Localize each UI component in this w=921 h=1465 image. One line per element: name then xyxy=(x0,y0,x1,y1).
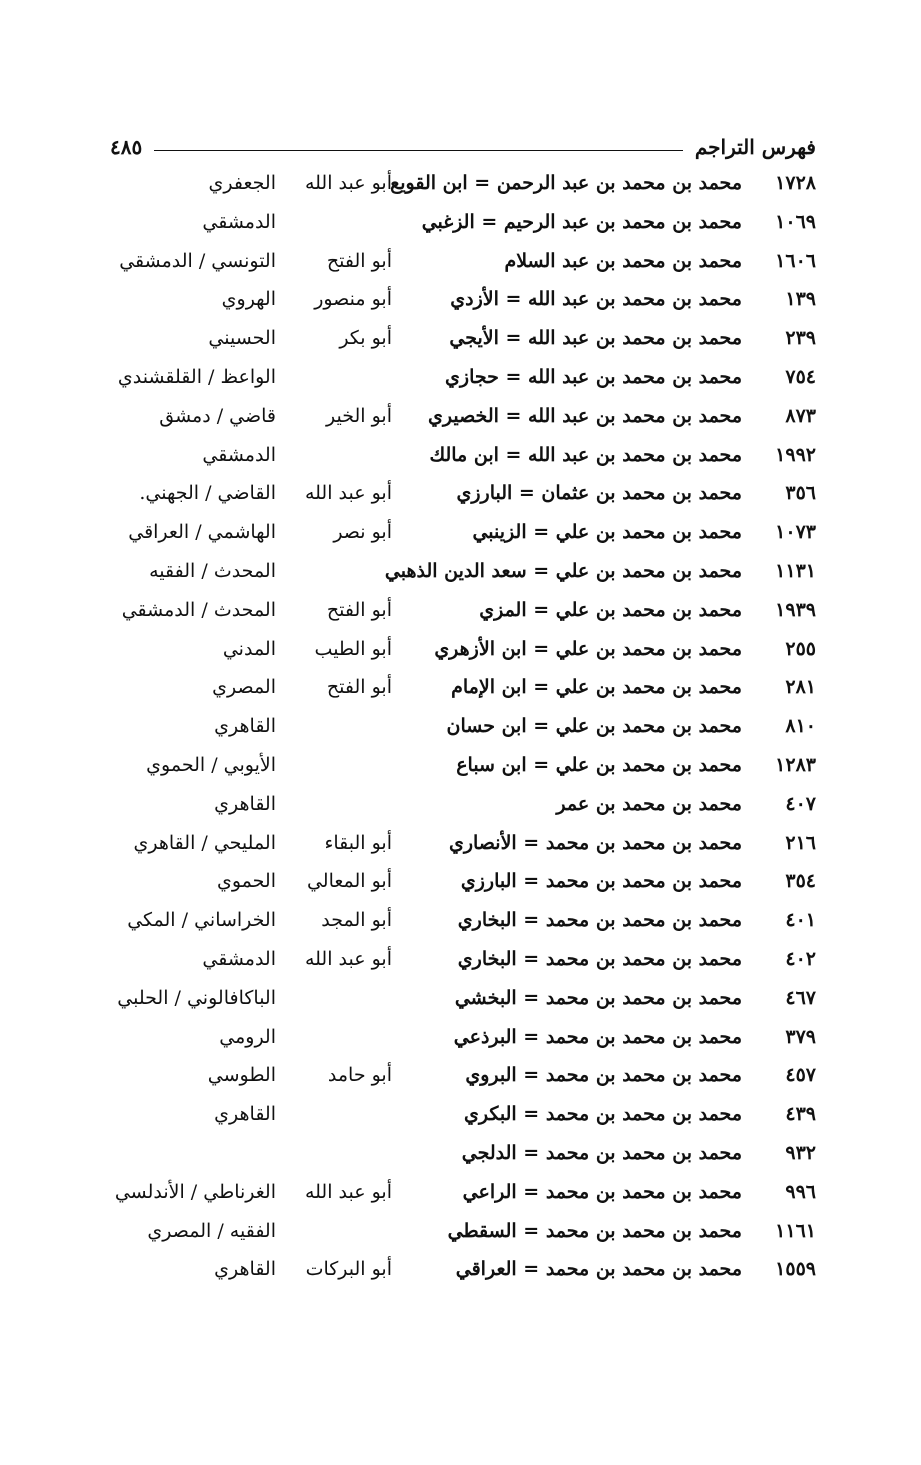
entry-number: ١٣٩ xyxy=(785,288,816,311)
index-entry xyxy=(100,436,816,475)
entry-kunya: أبو عبد الله xyxy=(304,947,392,970)
entry-kunya: أبو منصور xyxy=(314,288,392,311)
biography-index-list xyxy=(100,164,816,1289)
entry-name: محمد بن محمد بن محمد = الدلجي xyxy=(461,1141,742,1164)
entry-nisba: الواعظ / القلقشندي xyxy=(117,365,276,388)
entry-number: ٤٠٢ xyxy=(785,947,816,970)
entry-nisba: الغرناطي / الأندلسي xyxy=(114,1180,276,1203)
index-entry xyxy=(100,1250,816,1289)
entry-name: محمد بن محمد بن محمد = الراعي xyxy=(462,1180,742,1203)
entry-name: محمد بن محمد بن علي = ابن حسان xyxy=(446,715,742,738)
entry-kunya: أبو البقاء xyxy=(324,831,392,854)
entry-number: ١١٣١ xyxy=(775,559,816,582)
entry-number: ٢١٦ xyxy=(785,831,816,854)
entry-number: ٤٦٧ xyxy=(785,986,816,1009)
entry-number: ٨١٠ xyxy=(785,715,816,738)
entry-name: محمد بن محمد بن علي = ابن الإمام xyxy=(451,676,742,699)
entry-kunya: أبو الفتح xyxy=(326,249,392,272)
entry-number: ٤٥٧ xyxy=(785,1064,816,1087)
entry-name: محمد بن محمد بن علي = المزي xyxy=(479,598,742,621)
entry-number: ١٩٩٢ xyxy=(775,443,816,466)
entry-name: محمد بن محمد بن محمد = البخشي xyxy=(454,986,742,1009)
entry-nisba: القاهري xyxy=(214,1258,276,1281)
entry-name: محمد بن محمد بن عبد الله = الأزدي xyxy=(450,288,742,311)
index-entry xyxy=(100,1173,816,1212)
entry-number: ٣٥٤ xyxy=(785,870,816,893)
entry-nisba: الهروي xyxy=(221,288,276,311)
index-entry xyxy=(100,1134,816,1173)
entry-name: محمد بن محمد بن محمد = البرذعي xyxy=(453,1025,742,1048)
entry-name: محمد بن محمد بن محمد = الأنصاري xyxy=(448,831,742,854)
entry-nisba: المحدث / الفقيه xyxy=(149,559,276,582)
index-entry xyxy=(100,746,816,785)
entry-number: ٤٠١ xyxy=(785,909,816,932)
entry-number: ٤٣٩ xyxy=(785,1103,816,1126)
entry-name: محمد بن محمد بن محمد = البكري xyxy=(464,1103,742,1126)
entry-nisba: الباكافالوني / الحلبي xyxy=(117,986,276,1009)
entry-nisba: الأيوبي / الحموي xyxy=(146,753,276,776)
entry-name: محمد بن محمد بن محمد = العراقي xyxy=(455,1258,742,1281)
entry-nisba: المدني xyxy=(222,637,276,660)
entry-kunya: أبو حامد xyxy=(327,1064,392,1087)
entry-number: ١٩٣٩ xyxy=(775,598,816,621)
index-entry xyxy=(100,862,816,901)
header-rule xyxy=(154,150,683,151)
entry-number: ١١٦١ xyxy=(775,1219,816,1242)
entry-nisba: الحموي xyxy=(216,870,276,893)
index-entry xyxy=(100,358,816,397)
index-entry xyxy=(100,319,816,358)
entry-nisba: الهاشمي / العراقي xyxy=(128,521,276,544)
entry-name: محمد بن محمد بن عبد الله = حجازي xyxy=(445,365,742,388)
entry-name: محمد بن محمد بن عبد الرحمن = ابن القويع xyxy=(390,172,742,194)
index-entry xyxy=(100,1056,816,1095)
page-number: ٤٨٥ xyxy=(110,135,143,159)
entry-name: محمد بن محمد بن محمد = السقطي xyxy=(447,1219,742,1242)
entry-nisba: قاضي / دمشق xyxy=(159,404,276,427)
entry-nisba: الخراساني / المكي xyxy=(127,909,276,932)
entry-number: ٣٥٦ xyxy=(785,482,816,505)
index-entry xyxy=(100,707,816,746)
entry-nisba: الجعفري xyxy=(208,172,276,194)
entry-name: محمد بن محمد بن علي = الزينبي xyxy=(472,521,742,544)
entry-nisba: القاهري xyxy=(214,1103,276,1126)
entry-kunya: أبو البركات xyxy=(305,1258,392,1281)
entry-name: محمد بن محمد بن محمد = البارزي xyxy=(460,870,742,893)
entry-name: محمد بن محمد بن عبد الرحيم = الزغبي xyxy=(421,210,742,233)
entry-nisba: الطوسي xyxy=(207,1064,276,1087)
entry-kunya: أبو عبد الله xyxy=(304,482,392,505)
index-entry xyxy=(100,242,816,281)
index-entry xyxy=(100,474,816,513)
entry-nisba: القاضي / الجهني. xyxy=(139,482,276,505)
entry-number: ٢٣٩ xyxy=(785,327,816,350)
entry-number: ٩٣٢ xyxy=(785,1141,816,1164)
index-entry xyxy=(100,824,816,863)
index-entry xyxy=(100,901,816,940)
entry-nisba: المصري xyxy=(212,676,276,699)
entry-name: محمد بن محمد بن عثمان = البارزي xyxy=(456,482,742,505)
entry-kunya: أبو الفتح xyxy=(326,676,392,699)
entry-name: محمد بن محمد بن محمد = البخاري xyxy=(457,909,742,932)
entry-name: محمد بن محمد بن علي = ابن الأزهري xyxy=(434,637,742,660)
entry-number: ١٠٧٣ xyxy=(775,521,816,544)
index-entry xyxy=(100,1095,816,1134)
entry-kunya: أبو الخير xyxy=(326,404,392,427)
entry-kunya: أبو الطيب xyxy=(314,637,392,660)
entry-number: ١٧٢٨ xyxy=(775,172,816,194)
index-entry xyxy=(100,513,816,552)
index-entry xyxy=(100,785,816,824)
entry-nisba: القاهري xyxy=(214,715,276,738)
index-entry xyxy=(100,1018,816,1057)
entry-name: محمد بن محمد بن محمد = البخاري xyxy=(457,947,742,970)
entry-number: ٩٩٦ xyxy=(785,1180,816,1203)
entry-name: محمد بن محمد بن علي = سعد الدين الذهبي xyxy=(384,559,742,582)
entry-number: ١٦٠٦ xyxy=(775,249,816,272)
entry-number: ١٥٥٩ xyxy=(775,1258,816,1281)
entry-number: ٤٠٧ xyxy=(785,792,816,815)
entry-number: ١٠٦٩ xyxy=(775,210,816,233)
entry-nisba: الحسيني xyxy=(208,327,276,350)
entry-kunya: أبو المجد xyxy=(321,909,392,932)
index-entry xyxy=(100,280,816,319)
entry-kunya: أبو عبد الله xyxy=(304,1180,392,1203)
index-entry xyxy=(100,668,816,707)
entry-kunya: أبو بكر xyxy=(339,327,392,350)
entry-kunya: أبو الفتح xyxy=(326,598,392,621)
entry-kunya: أبو نصر xyxy=(333,521,392,544)
index-entry xyxy=(100,630,816,669)
index-entry xyxy=(100,979,816,1018)
page-header xyxy=(110,130,816,164)
entry-nisba: الدمشقي xyxy=(202,443,276,466)
index-entry xyxy=(100,164,816,203)
entry-kunya: أبو عبد الله xyxy=(304,172,392,194)
index-entry xyxy=(100,552,816,591)
entry-nisba: المحدث / الدمشقي xyxy=(121,598,276,621)
entry-number: ١٢٨٣ xyxy=(775,753,816,776)
entry-name: محمد بن محمد بن علي = ابن سباع xyxy=(456,753,742,776)
entry-name: محمد بن محمد بن محمد = البروي xyxy=(465,1064,742,1087)
index-entry xyxy=(100,591,816,630)
entry-number: ٢٨١ xyxy=(785,676,816,699)
entry-nisba: الفقيه / المصري xyxy=(147,1219,276,1242)
page-title: فهرس التراجم xyxy=(694,135,816,159)
entry-name: محمد بن محمد بن عبد السلام xyxy=(504,249,742,272)
index-entry xyxy=(100,203,816,242)
entry-nisba: الدمشقي xyxy=(202,210,276,233)
entry-number: ٣٧٩ xyxy=(785,1025,816,1048)
entry-name: محمد بن محمد بن عبد الله = ابن مالك xyxy=(429,443,742,466)
index-entry xyxy=(100,1212,816,1251)
entry-nisba: الرومي xyxy=(219,1025,276,1048)
entry-name: محمد بن محمد بن عبد الله = الخصيري xyxy=(427,404,742,427)
entry-name: محمد بن محمد بن عبد الله = الأيجي xyxy=(449,327,742,350)
entry-nisba: المليحي / القاهري xyxy=(133,831,276,854)
entry-nisba: الدمشقي xyxy=(202,947,276,970)
entry-nisba: القاهري xyxy=(214,792,276,815)
entry-number: ٧٥٤ xyxy=(785,365,816,388)
entry-number: ٢٥٥ xyxy=(785,637,816,660)
entry-nisba: التونسي / الدمشقي xyxy=(119,249,276,272)
entry-number: ٨٧٣ xyxy=(785,404,816,427)
entry-kunya: أبو المعالي xyxy=(306,870,392,893)
index-entry xyxy=(100,397,816,436)
index-entry xyxy=(100,940,816,979)
entry-name: محمد بن محمد بن عمر xyxy=(556,792,742,815)
